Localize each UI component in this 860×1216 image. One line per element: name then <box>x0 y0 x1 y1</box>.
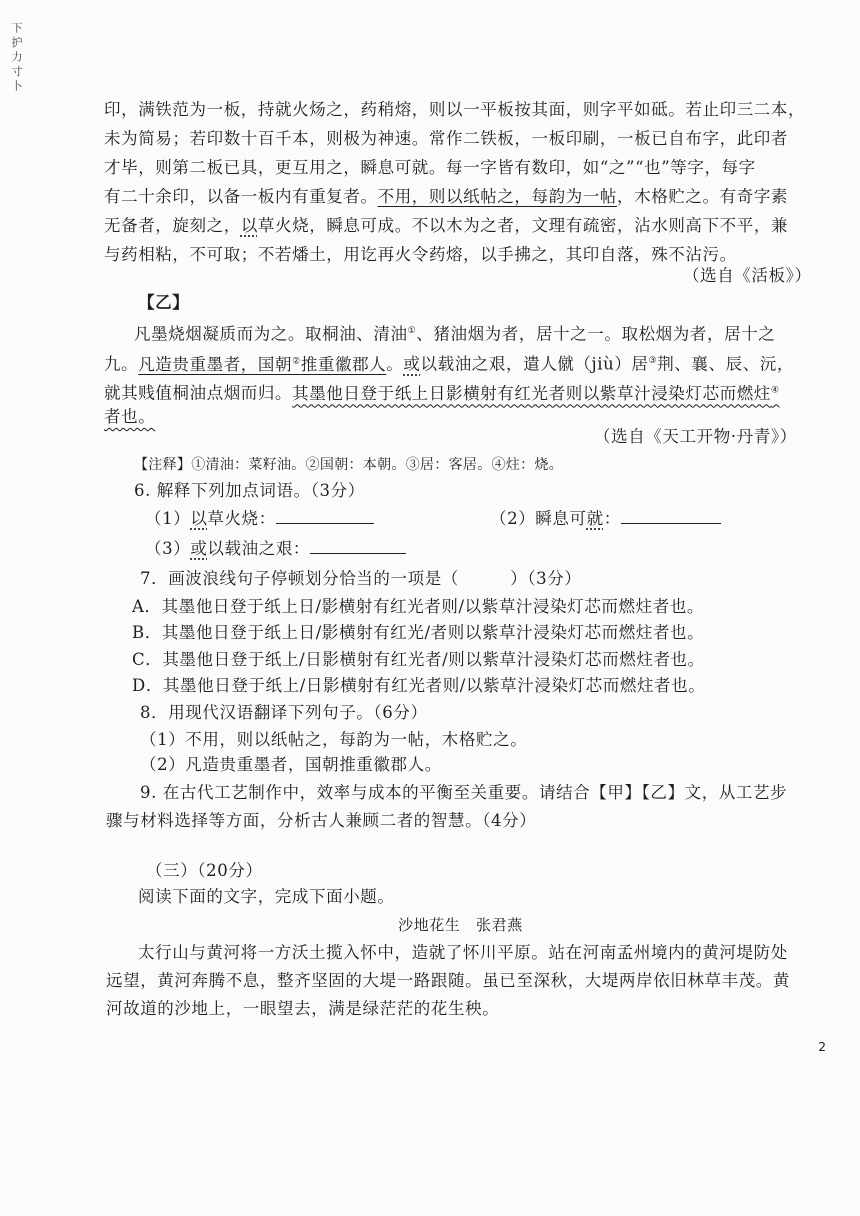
question-8-2: （2）凡造贵重墨者，国朝推重徽郡人。 <box>140 755 442 774</box>
question-6-2: （2）瞬息可就： <box>490 506 721 532</box>
jia-line-4-b: ，木格贮之。有奇字素 <box>617 187 789 206</box>
jia-source: （选自《活板》） <box>683 266 812 285</box>
question-9-line-1: 9. 在古代工艺制作中，效率与成本的平衡至关重要。请结合【甲】【乙】文，从工艺步 <box>140 783 788 802</box>
question-7-option-b[interactable]: B．其墨他日登于纸上日/影横射有红光/者则以紫草汁浸染灯芯而燃炷者也。 <box>132 623 705 642</box>
question-9-line-2: 骤与材料选择等方面，分析古人兼顾二者的智慧。（4分） <box>106 811 537 830</box>
article-para-line-3: 河故道的沙地上，一眼望去，满是绿茫茫的花生秧。 <box>106 999 500 1018</box>
answer-blank-6-1[interactable] <box>276 509 374 524</box>
yi-source: （选自《天工开物·丹青》） <box>594 427 797 446</box>
question-7: 7．画波浪线句子停顿划分恰当的一项是（ ）（3分） <box>140 569 582 588</box>
jia-line-4-a: 有二十余印，以备一板内有重复者。 <box>104 187 378 206</box>
yi-line-1: 凡墨烧烟凝质而为之。取桐油、清油①、猪油烟为者，居十之一。取松烟为者，居十之 <box>134 324 776 344</box>
jia-underlined-sentence: 不用，则以纸帖之，每韵为一帖 <box>377 187 618 206</box>
question-7-option-c[interactable]: C．其墨他日登于纸上/日影横射有红光者/则以紫草汁浸染灯芯而燃炷者也。 <box>132 650 705 669</box>
yi-line-4: 者也。 <box>104 407 156 426</box>
yi-line-2: 九。凡造贵重墨者，国朝②推重徽郡人。或以载油之艰，遣人僦（jiù）居③荆、襄、辰、沅， <box>104 354 795 374</box>
jia-line-6: 与药相粘，不可取；不若燔土，用讫再火令药熔，以手拂之，其印自落，殊不沾污。 <box>104 245 737 264</box>
jia-line-1: 印，满铁范为一板，持就火炀之，药稍熔，则以一平板按其面，则字平如砥。若止印三二本， <box>104 100 806 119</box>
jia-line-4 <box>104 184 788 210</box>
question-8: 8．用现代汉语翻译下列句子。（6分） <box>140 703 428 722</box>
jia-line-5: 无备者，旋刻之，以草火烧，瞬息可成。不以木为之者，文理有疏密，沾水则高下不平，兼 <box>104 216 789 235</box>
question-6: 6. 解释下列加点词语。（3分） <box>134 481 365 500</box>
question-6-3: （3）或以载油之艰： <box>145 536 406 562</box>
question-7-option-d[interactable]: D．其墨他日登于纸上/日影横射有红光者则/以紫草汁浸染灯芯而燃炷者也。 <box>132 676 706 695</box>
jia-line-3: 才毕，则第二板已具，更互用之，瞬息可就。每一字皆有数印，如“之”“也”等字，每字 <box>104 158 756 177</box>
yi-line-3: 就其贱值桐油点烟而归。其墨他日登于纸上日影横射有红光者则以紫草汁浸染灯芯而燃炷④ <box>104 383 780 403</box>
yi-heading: 【乙】 <box>138 293 190 312</box>
yi-notes: 【注释】①清油：菜籽油。②国朝：本朝。③居：客居。④炷：烧。 <box>134 457 563 473</box>
section-3-heading: （三）（20分） <box>146 861 263 880</box>
page-number: 2 <box>818 1040 826 1054</box>
article-para-line-2: 远望，黄河奔腾不息，整齐坚固的大堤一路跟随。虽已至深秋，大堤两岸依旧林草丰茂。黄 <box>106 971 790 990</box>
jia-line-2: 未为简易；若印数十百千本，则极为神速。常作二铁板，一板印刷，一板已自布字，此印者 <box>104 129 788 148</box>
article-title: 沙地花生 张君燕 <box>398 916 523 934</box>
margin-mark: 下 护 力 寸 卜 <box>10 22 23 91</box>
question-8-1: （1）不用，则以纸帖之，每韵为一帖，木格贮之。 <box>140 730 528 749</box>
question-7-option-a[interactable]: A．其墨他日登于纸上日/影横射有红光者则/以紫草汁浸染灯芯而燃炷者也。 <box>132 597 705 616</box>
answer-blank-6-2[interactable] <box>621 509 721 524</box>
article-para-line-1: 太行山与黄河将一方沃土揽入怀中，造就了怀川平原。站在河南孟州境内的黄河堤防处 <box>138 943 788 962</box>
section-3-instruction: 阅读下面的文字，完成下面小题。 <box>138 887 395 906</box>
answer-blank-6-3[interactable] <box>310 539 406 554</box>
question-6-1: （1）以草火烧： <box>145 506 374 532</box>
